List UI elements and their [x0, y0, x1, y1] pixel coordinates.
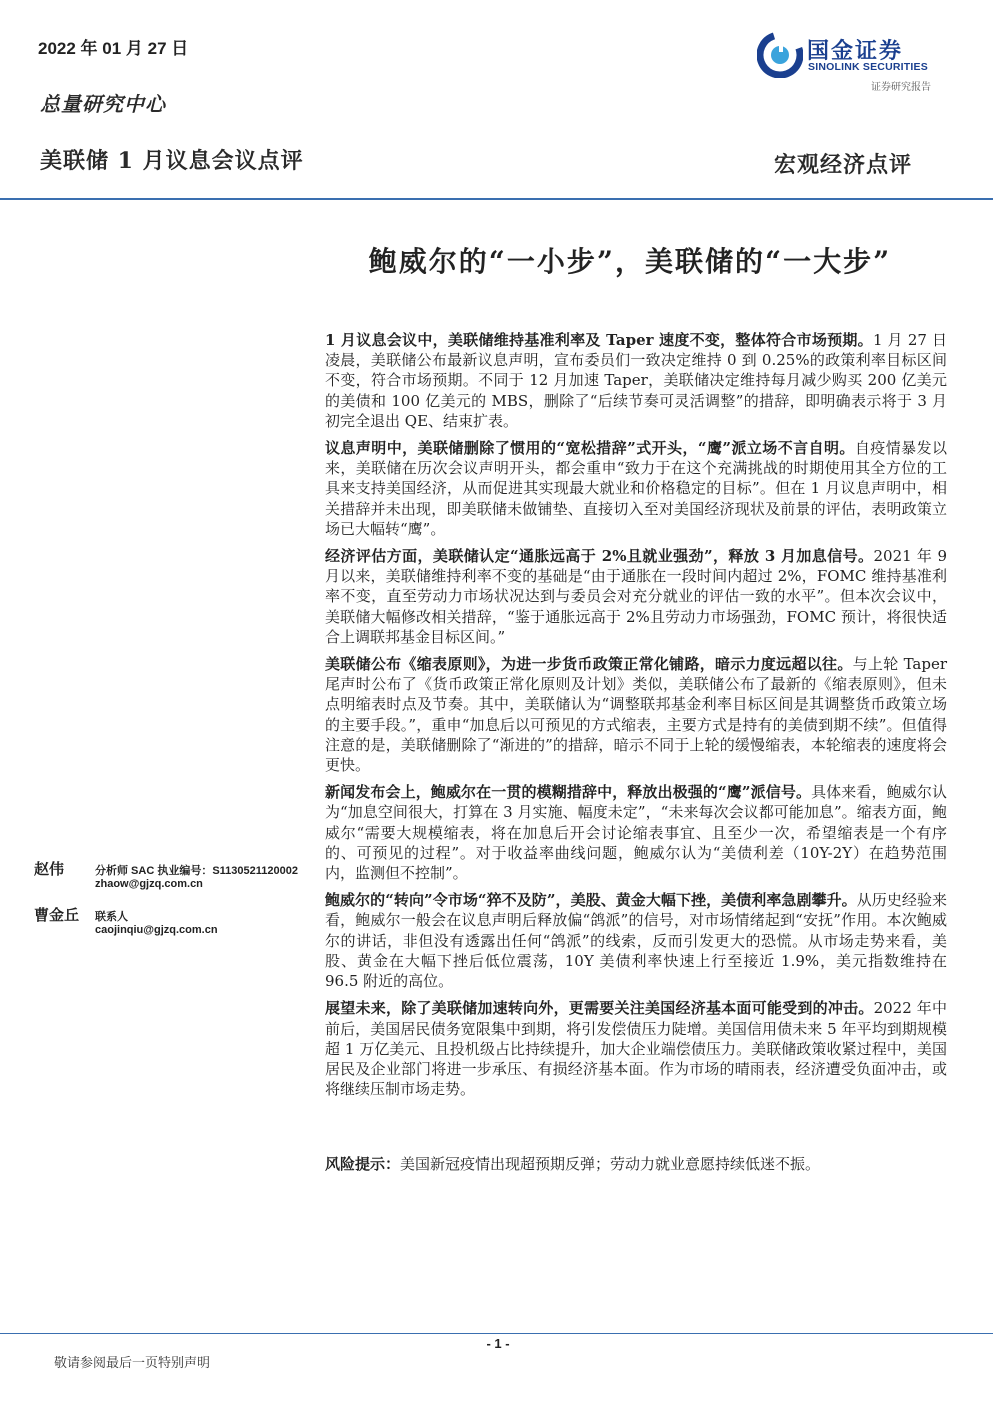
article-body: [325, 330, 947, 1106]
article-headline: 鲍威尔的“一小步”，美联储的“一大步”: [368, 245, 892, 278]
logo-name-en: SINOLINK SECURITIES: [808, 61, 928, 73]
logo-name-cn: 国金证券: [807, 39, 904, 64]
risk-label: 风险提示：: [325, 1155, 401, 1173]
paragraph: [325, 330, 947, 431]
paragraph-lead: 经济评估方面，美联储认定“通胀远高于 2%且就业强劲”，释放 3 月加息信号。: [325, 547, 874, 566]
disclaimer-note: 敬请参阅最后一页特别声明: [54, 1356, 211, 1371]
analyst-name: 赵伟: [34, 860, 65, 878]
logo-subtitle: 证券研究报告: [871, 82, 931, 93]
report-type: 宏观经济点评: [774, 152, 913, 178]
company-logo: [757, 32, 947, 92]
analyst-email[interactable]: caojinqiu@gjzq.com.cn: [95, 924, 218, 936]
paragraph-lead: 议息声明中，美联储删除了惯用的“宽松措辞”式开头，“鹰”派立场不言自明。: [325, 439, 855, 458]
paragraph-lead: 1 月议息会议中，美联储维持基准利率及 Taper 速度不变，整体符合市场预期。: [325, 331, 873, 349]
header-divider: [0, 198, 993, 200]
paragraph-text: 具体来看，鲍威尔认为“加息空间很大，打算在 3 月实施、幅度未定”，“未来每次会议都可能加息”。缩表方面，鲍威尔“需要大规模缩表，将在加息后开会讨论缩表事宜、且至少一次，希望缩表是一个有序的、可预见的过程”。对于收益率曲线问题，鲍威尔认为“美债利差（10Y-2Y）在趋势范围内，监测但不控制”。: [325, 783, 947, 883]
paragraph-text: 1 月 27 日凌晨，美联储公布最新议息声明，宣布委员们一致决定维持 0 到 0.25%的政策利率目标区间不变，符合市场预期。不同于 12 月加速 Taper，美联储决定维持每月减少购买 200 亿美元的美债和 100 亿美元的 MBS，删除了“后续节奏可灵活调整”的措辞，即明确表示将于 3 月初完全退出 QE、结束扩表。: [325, 331, 947, 430]
risk-text: 美国新冠疫情出现超预期反弹；劳动力就业意愿持续低迷不振。: [400, 1155, 821, 1173]
analyst-name: 曹金丘: [34, 906, 80, 924]
paragraph-lead: 美联储公布《缩表原则》，为进一步货币政策正常化铺路，暗示力度远超以往。: [325, 655, 853, 674]
risk-warning: [325, 1154, 947, 1174]
report-date: 2022 年 01 月 27 日: [38, 39, 189, 58]
paragraph-text: 2021 年 9 月以来，美联储维持利率不变的基础是“由于通胀在一段时间内超过 2%，FOMC 维持基准利率不变，直至劳动力市场状况达到与委员会对充分就业的评估一致的水平”。但本次会议中，美联储大幅修改相关措辞，“鉴于通胀远高于 2%且劳动力市场强劲，FOMC 预计，将很快适合上调联邦基金目标区间。”: [325, 547, 947, 646]
paragraph: [325, 654, 947, 775]
report-title: 美联储 1 月议息会议点评: [40, 148, 304, 174]
footer-divider: [0, 1333, 993, 1334]
paragraph: [325, 998, 947, 1099]
paragraph: [325, 546, 947, 647]
analyst-role: 联系人: [95, 911, 128, 923]
paragraph-lead: 鲍威尔的“转向”令市场“猝不及防”，美股、黄金大幅下挫，美债利率急剧攀升。: [325, 891, 857, 910]
analyst-email[interactable]: zhaow@gjzq.com.cn: [95, 878, 203, 890]
sinolink-logo-icon: [757, 32, 803, 78]
analyst-role: 分析师 SAC 执业编号：S1130521120002: [95, 865, 298, 877]
paragraph-lead: 新闻发布会上，鲍威尔在一贯的模糊措辞中，释放出极强的“鹰”派信号。: [325, 783, 812, 802]
paragraph: [325, 890, 947, 991]
paragraph-lead: 展望未来，除了美联储加速转向外，更需要关注美国经济基本面可能受到的冲击。: [325, 999, 874, 1018]
paragraph-text: 与上轮 Taper 尾声时公布了《货币政策正常化原则及计划》类似，美联储公布了最新的《缩表原则》，但未点明缩表时点及节奏。其中，美联储认为“调整联邦基金利率目标区间是其调整货币政策立场的主要手段。”，重申“加息后以可预见的方式缩表，主要方式是持有的美债到期不续”。但值得注意的是，美联储删除了“渐进的”的措辞，暗示不同于上轮的缓慢缩表，本轮缩表的速度将会更快。: [325, 655, 947, 775]
paragraph-text: 从历史经验来看，鲍威尔一般会在议息声明后释放偏“鸽派”的信号，对市场情绪起到“安抚”作用。本次鲍威尔的讲话，非但没有透露出任何“鸽派”的线索，反而引发更大的恐慌。从市场走势来看，美股、黄金在大幅下挫后低位震荡，10Y 美债利率快速上行至接近 1.9%，美元指数维持在 96.5 附近的高位。: [325, 891, 947, 991]
paragraph-text: 2022 年中前后，美国居民债务宽限集中到期，将引发偿债压力陡增。美国信用债未来 5 年平均到期规模超 1 万亿美元、且投机级占比持续提升，加大企业端偿债压力。美联储政策收紧过程中，美国居民及企业部门将进一步承压、有损经济基本面。作为市场的晴雨表，经济遭受负面冲击，或将继续压制市场走势。: [325, 999, 947, 1099]
page-number: - 1 -: [486, 1336, 510, 1351]
paragraph: [325, 782, 947, 883]
research-center: 总量研究中心: [40, 92, 166, 116]
paragraph: [325, 438, 947, 539]
paragraph-text: 自疫情暴发以来，美联储在历次会议声明开头，都会重申“致力于在这个充满挑战的时期使用其全方位的工具来支持美国经济，从而促进其实现最大就业和价格稳定的目标”。但在 1 月议息声明中，相关措辞并未出现，即美联储未做铺垫、直接切入至对美国经济现状及前景的评估，表明政策立场已大幅转“鹰”。: [325, 439, 947, 538]
